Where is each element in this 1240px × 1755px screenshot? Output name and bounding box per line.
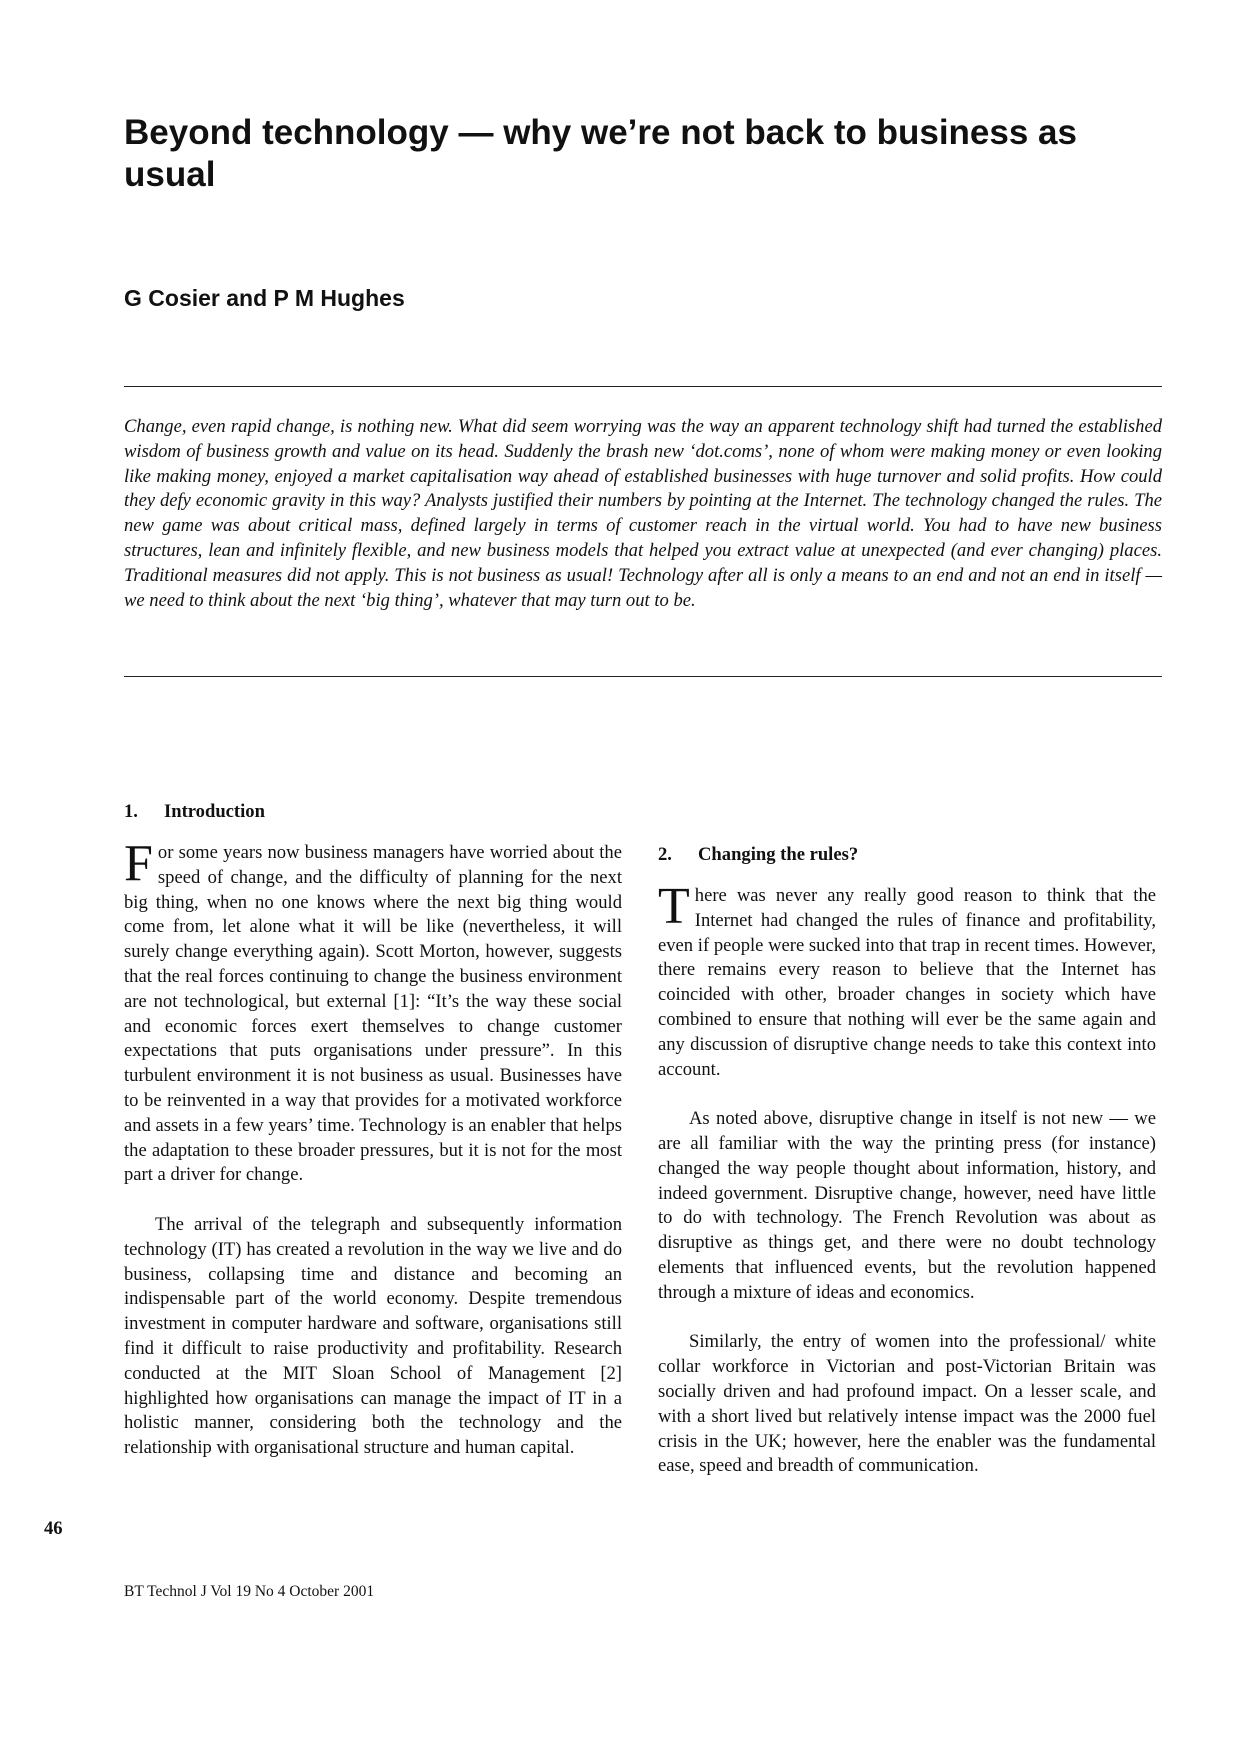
- page-number: 46: [44, 1518, 63, 1539]
- journal-footer: BT Technol J Vol 19 No 4 October 2001: [124, 1583, 375, 1600]
- section-1-paragraph-2: The arrival of the telegraph and subsequently information technology (IT) has created a revolution in the way we live and do business, collapsing time and distance and becoming an indispensable part of the world economy. Despite tremendous investment in computer hardware and software, organisations still find it difficult to raise productivity and profitability. Research conducted at the MIT Sloan School of Management [2] highlighted how organisations can manage the impact of IT in a holistic manner, considering both the technology and the relationship with organisational structure and human capital.: [124, 1213, 622, 1459]
- section-2-dropcap: T: [658, 878, 690, 935]
- section-2-paragraph-3: Similarly, the entry of women into the professional/ white collar workforce in Victorian and post-Victorian Britain was socially driven and had profound impact. On a lesser scale, and with a short lived but relatively intense impact was the 2000 fuel crisis in the UK; however, here the enabler was the fundamental ease, speed and breadth of communication.: [658, 1331, 1156, 1477]
- section-1-paragraph-1: [124, 835, 622, 1188]
- section-2-paragraph-1-text: here was never any really good reason to think that the Internet had changed the rules of finance and profitability, even if people were sucked into that trap in recent times. However, there remains every reason to believe that the Internet has coincided with other, broader changes in society which have combined to ensure that nothing will ever be the same again and any discussion of disruptive change needs to take this context into account.: [658, 885, 1156, 1080]
- section-1-title: Introduction: [164, 801, 265, 822]
- abstract-bottom-rule: [124, 676, 1162, 677]
- section-1-heading: [124, 800, 622, 824]
- paper-title: Beyond technology — why we’re not back to business as usual: [124, 113, 1077, 194]
- abstract-top-rule: [124, 386, 1162, 387]
- authors: G Cosier and P M Hughes: [124, 285, 405, 311]
- abstract: Change, even rapid change, is nothing new. What did seem worrying was the way an apparent technology shift had turned the established wisdom of business growth and value on its head. Suddenly the brash new ‘dot.coms’, none of whom were making money or even looking like making money, enjoyed a market capitalisation way ahead of established businesses with huge turnover and solid profits. How could they defy economic gravity in this way? Analysts justified their numbers by pointing at the Internet. The technology changed the rules. The new game was about critical mass, defined largely in terms of customer reach in the virtual world. You had to have new business structures, lean and infinitely flexible, and new business models that helped you extract value at unexpected (and ever changing) places. Traditional measures did not apply. This is not business as usual! Technology after all is only a means to an end and not an end in itself — we need to think about the next ‘big thing’, whatever that may turn out to be.: [124, 416, 1162, 611]
- section-2-heading: [658, 843, 1156, 867]
- section-2-paragraph-1: [658, 878, 1156, 1082]
- section-1-dropcap: F: [124, 835, 153, 892]
- section-2-number: 2.: [658, 844, 672, 865]
- section-2-paragraph-2: As noted above, disruptive change in itself is not new — we are all familiar with the way the printing press (for instance) changed the way people thought about information, history, and indeed government. Disruptive change, however, need have little to do with technology. The French Revolution was about as disruptive as things get, and there were no doubt technology elements that influenced events, but the revolution happened through a mixture of ideas and economics.: [658, 1108, 1156, 1303]
- left-column: [124, 800, 622, 1486]
- section-1-number: 1.: [124, 801, 138, 822]
- right-column: [658, 843, 1156, 1504]
- section-1-paragraph-1-text: or some years now business managers have worried about the speed of change, and the difficulty of planning for the next big thing, when no one knows where the next big thing would come from, let alone what it will be like (nevertheless, it will surely change everything again). Scott Morton, however, suggests that the real forces continuing to change the business environment are not technological, but external [1]: “It’s the way these social and economic forces exert themselves to change customer expectations that puts organisations under pressure”. In this turbulent environment it is not business as usual. Businesses have to be reinvented in a way that provides for a motivated workforce and assets in a few years’ time. Technology is an enabler that helps the adaptation to these broader pressures, but it is not for the most part a driver for change.: [124, 842, 622, 1186]
- section-2-title: Changing the rules?: [698, 844, 859, 865]
